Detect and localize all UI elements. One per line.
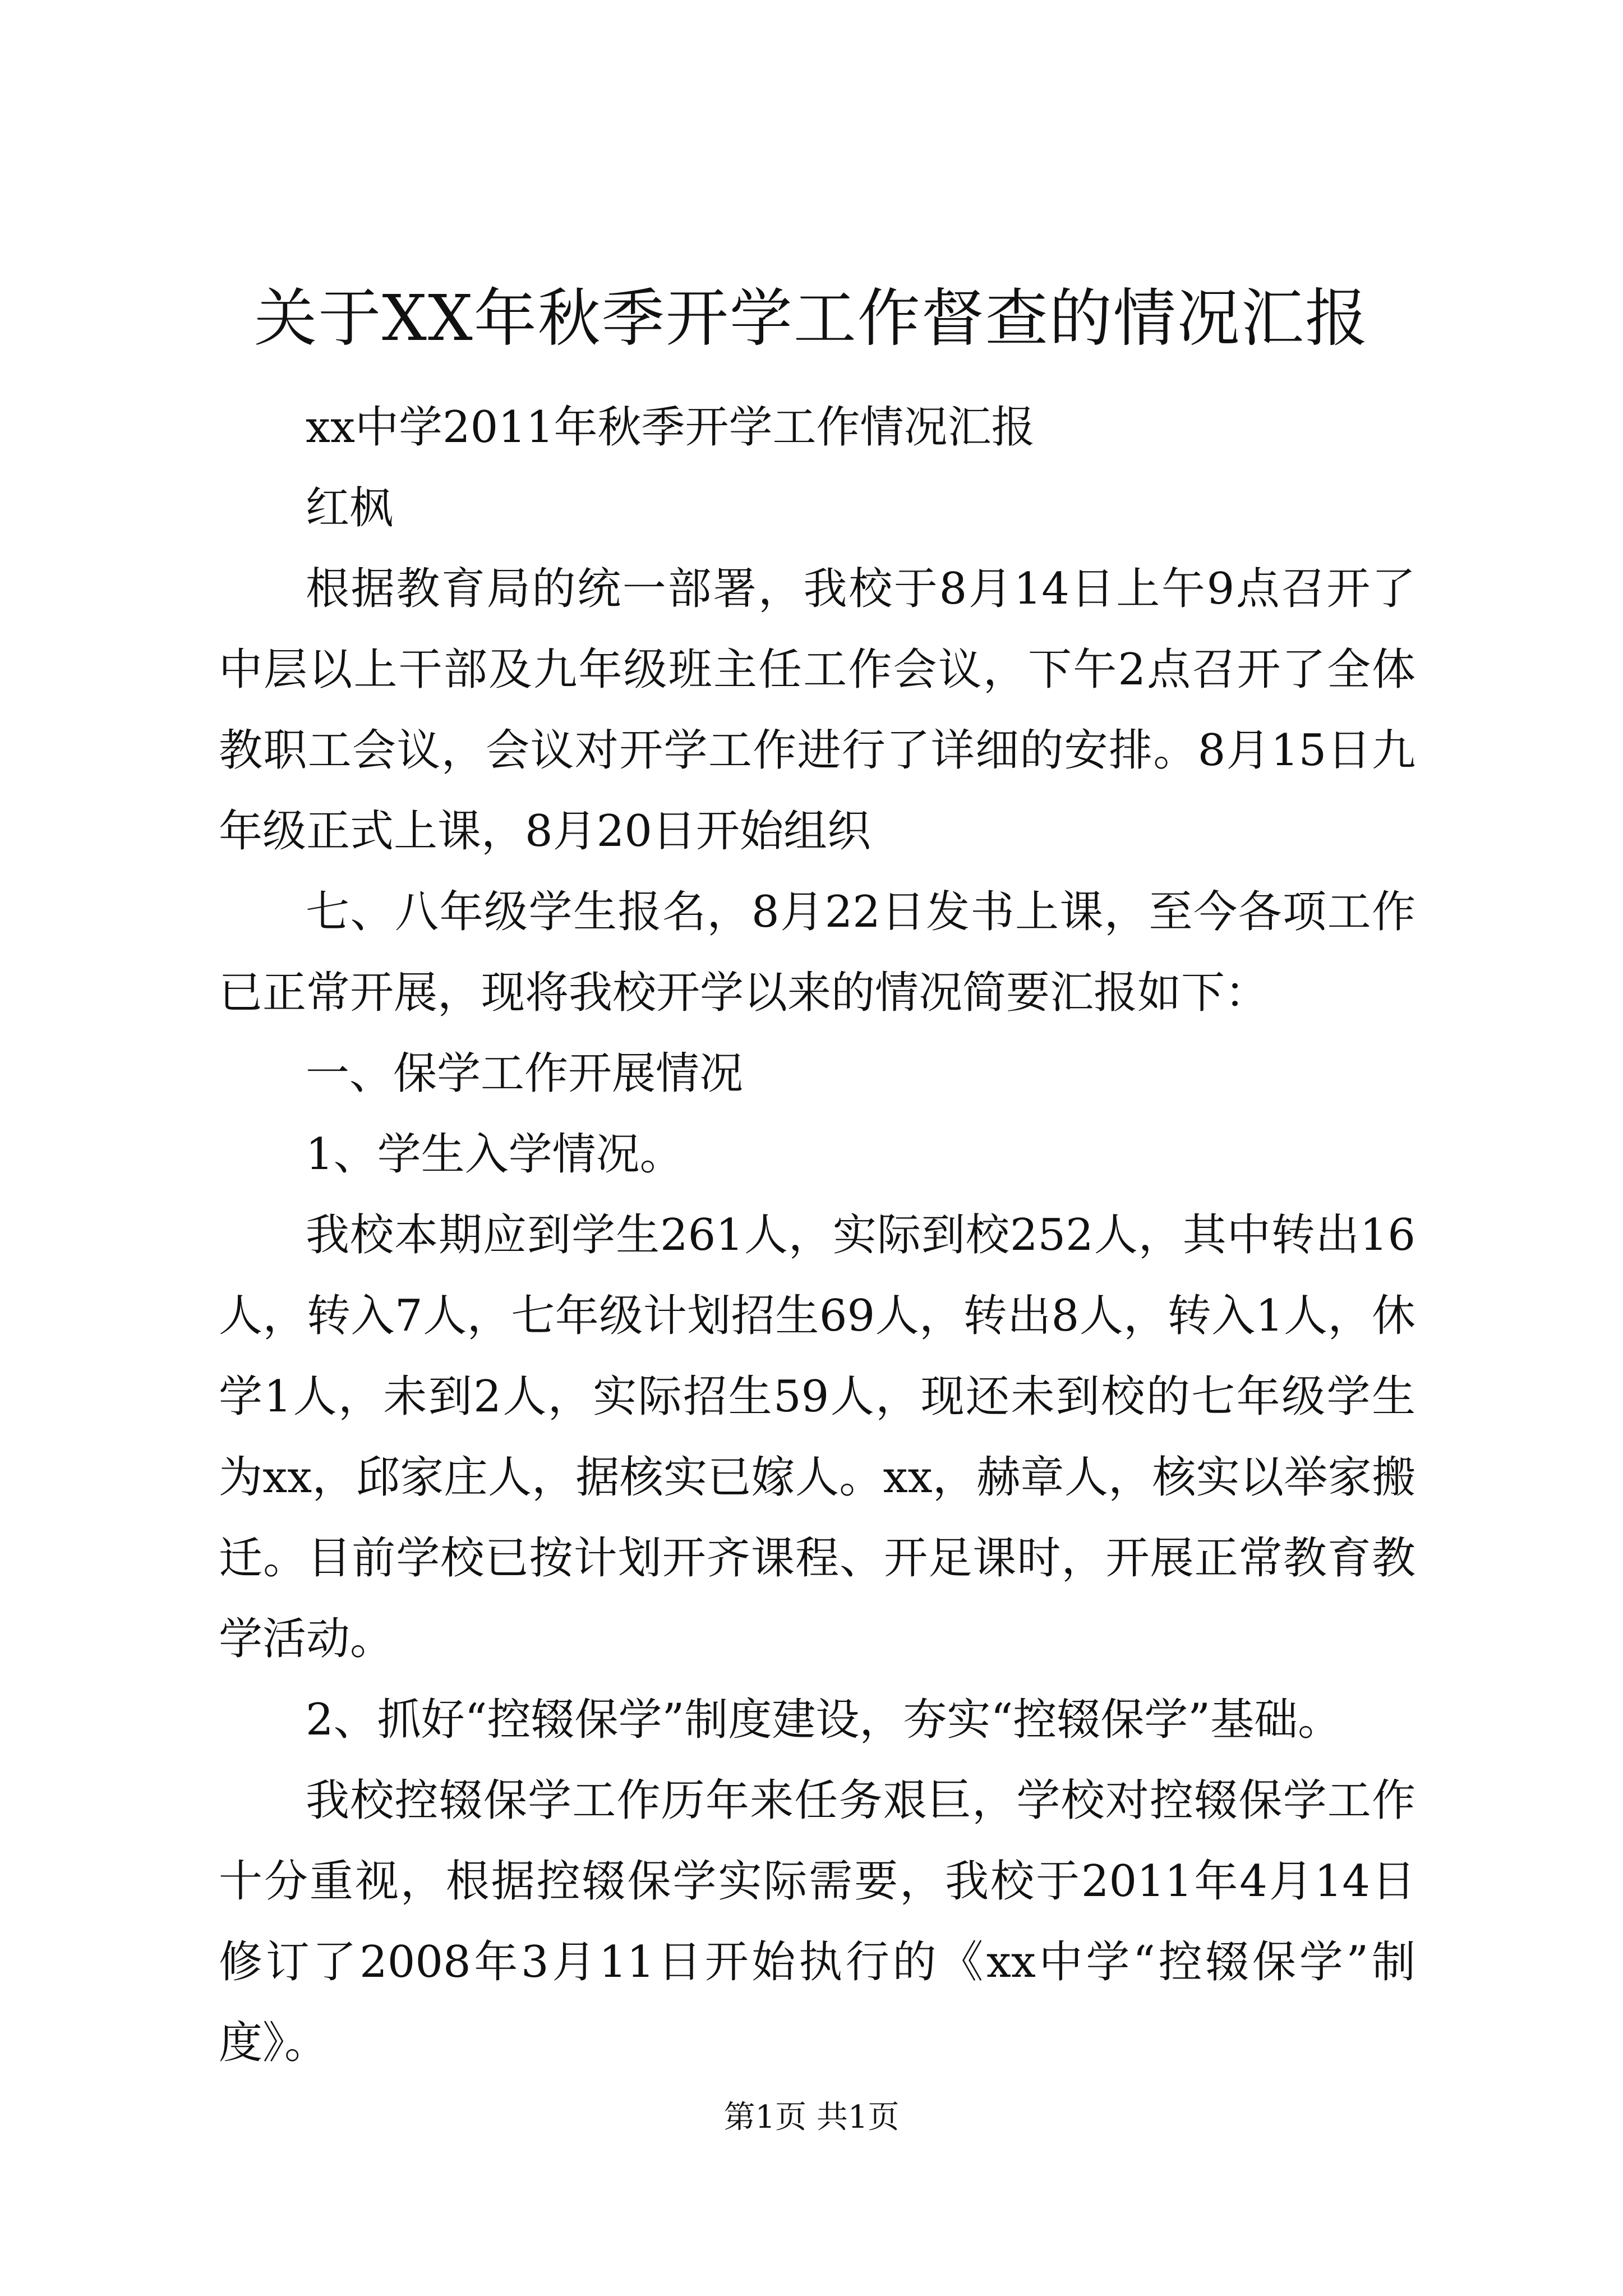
document-body xyxy=(219,387,1415,2083)
paragraph-author: 红枫 xyxy=(306,483,394,533)
subheading-1: 1、学生入学情况。 xyxy=(306,1129,684,1180)
section-heading-1: 一、保学工作开展情况 xyxy=(306,1048,744,1099)
paragraph-enrollment: 我校本期应到学生261人，实际到校252人，其中转出16人，转入7人，七年级计划招生69人，转出8人，转入1人，休学1人，未到2人，实际招生59人，现还未到校的七年级学生为xx，邱家庄人，据核实已嫁人。xx，赫章人，核实以举家搬迁。目前学校已按计划开齐课程、开足课时，开展正常教育教学活动。 xyxy=(219,1210,1415,1664)
document-title: 关于XX年秋季开学工作督查的情况汇报 xyxy=(254,282,1369,355)
paragraph-subtitle: xx中学2011年秋季开学工作情况汇报 xyxy=(306,402,1035,453)
paragraph-intro: 根据教育局的统一部署，我校于8月14日上午9点召开了中层以上干部及九年级班主任工作会议，下午2点召开了全体教职工会议，会议对开学工作进行了详细的安排。8月15日九年级正式上课，8月20日开始组织 xyxy=(219,564,1415,857)
paragraph-intro-continued: 七、八年级学生报名，8月22日发书上课，至今各项工作已正常开展，现将我校开学以来的情况简要汇报如下： xyxy=(219,887,1415,1018)
paragraph-policy: 我校控辍保学工作历年来任务艰巨，学校对控辍保学工作十分重视，根据控辍保学实际需要，我校于2011年4月14日修订了2008年3月11日开始执行的《xx中学“控辍保学”制度》。 xyxy=(219,1775,1415,2068)
subheading-2: 2、抓好“控辍保学”制度建设，夯实“控辍保学”基础。 xyxy=(306,1695,1342,1745)
page-footer: 第1页 共1页 xyxy=(723,2099,900,2136)
